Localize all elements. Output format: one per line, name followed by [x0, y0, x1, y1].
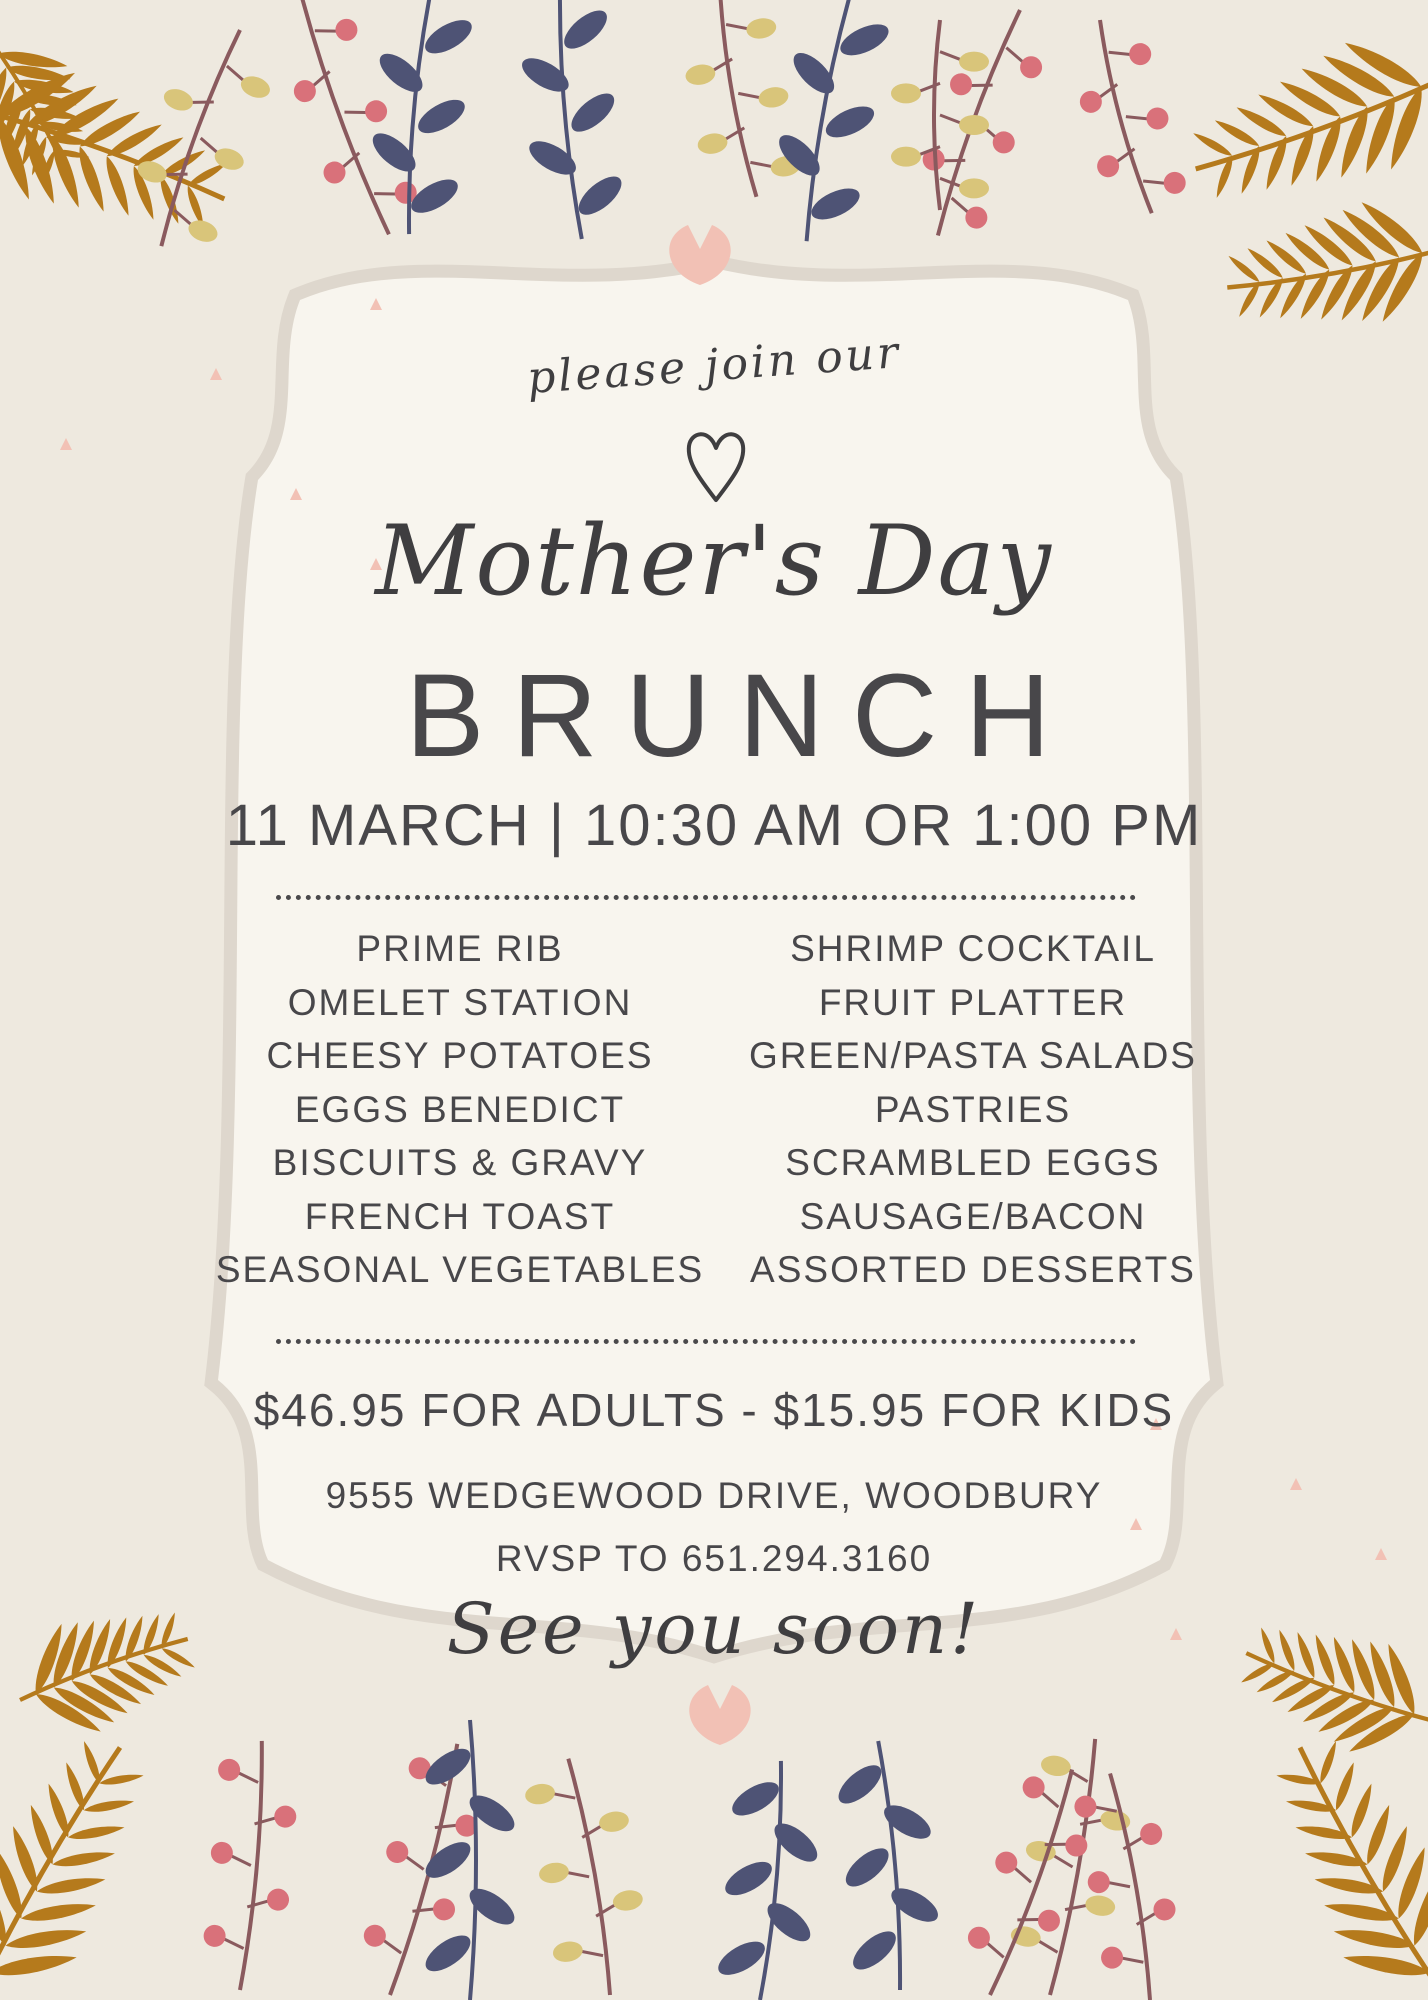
menu-item: BISCUITS & GRAVY — [272, 1142, 648, 1183]
rsvp-line: RVSP TO 651.294.3160 — [495, 1538, 933, 1579]
closing-message: See you soon! — [446, 1588, 982, 1670]
dotted-divider — [276, 895, 1136, 900]
menu-column-left — [180, 922, 740, 1297]
menu-item: EGGS BENEDICT — [294, 1088, 626, 1130]
address-line: 9555 WEDGEWOOD DRIVE, WOODBURY — [325, 1475, 1103, 1516]
event-title-script: Mother's Day — [375, 505, 1053, 617]
heart-icon — [681, 418, 751, 508]
menu-item: GREEN/PASTA SALADS — [749, 1035, 1197, 1076]
menu-item: SHRIMP COCKTAIL — [790, 928, 1156, 969]
menu-column-right — [693, 922, 1253, 1297]
menu-item: FRENCH TOAST — [304, 1195, 616, 1237]
menu-item: ASSORTED DESSERTS — [750, 1249, 1196, 1290]
price-line: $46.95 FOR ADULTS - $15.95 FOR KIDS — [253, 1384, 1175, 1436]
menu-item: PASTRIES — [874, 1088, 1072, 1130]
menu-item: CHEESY POTATOES — [266, 1035, 654, 1076]
event-title: BRUNCH — [405, 650, 1079, 782]
menu-item: OMELET STATION — [287, 981, 633, 1023]
dotted-divider — [276, 1339, 1136, 1344]
menu-item: SCRAMBLED EGGS — [785, 1142, 1161, 1183]
event-date-time: 11 MARCH | 10:30 AM OR 1:00 PM — [225, 793, 1203, 858]
menu-item: PRIME RIB — [356, 928, 564, 969]
tagline: please join our — [525, 327, 903, 405]
menu-item: FRUIT PLATTER — [818, 981, 1128, 1023]
menu-item: SEASONAL VEGETABLES — [215, 1249, 705, 1290]
menu-item: SAUSAGE/BACON — [799, 1195, 1147, 1237]
